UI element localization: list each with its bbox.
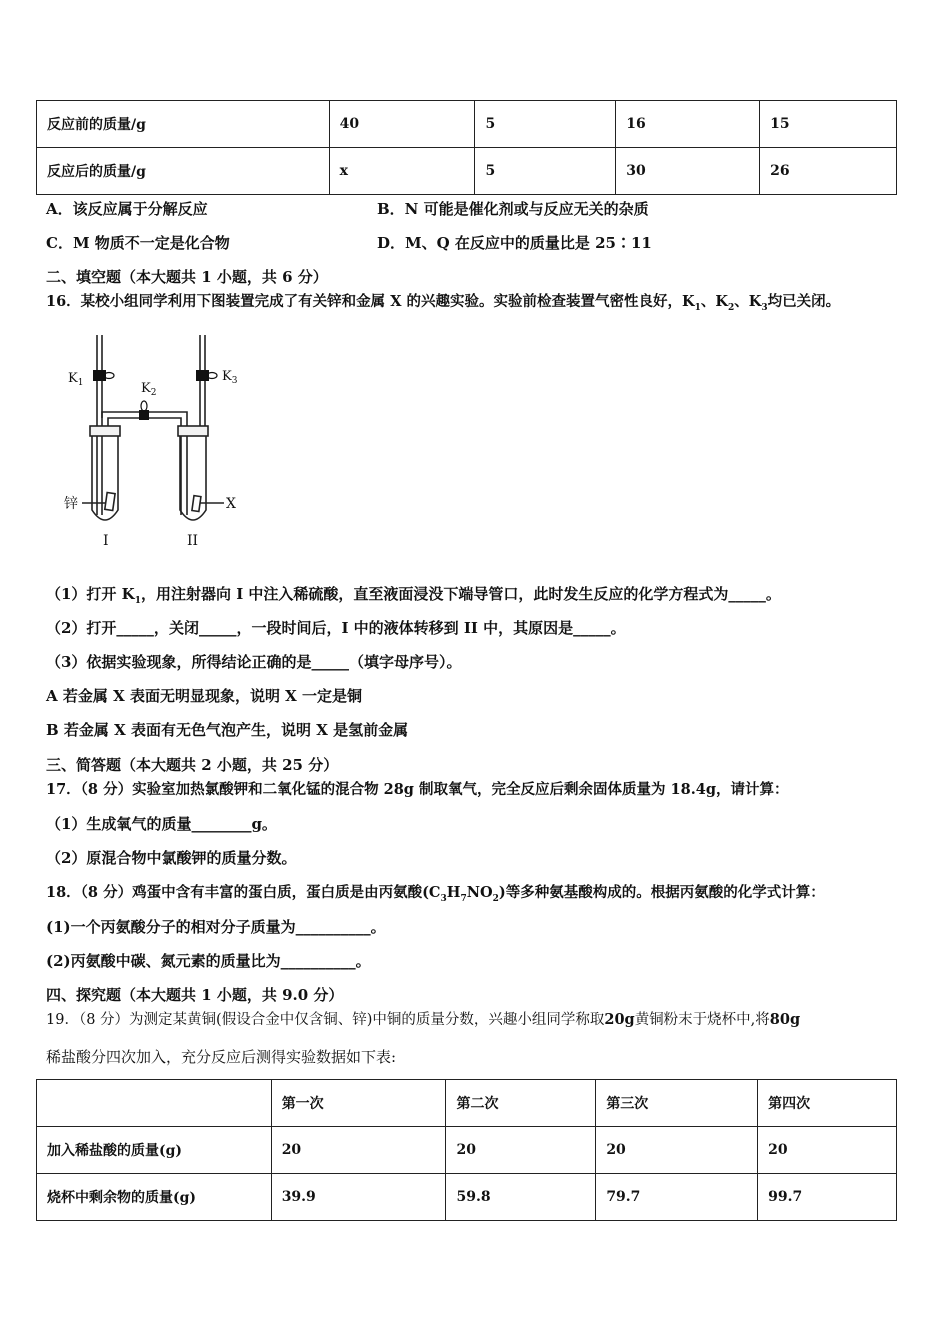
table-header-cell: 第四次 [758, 1080, 897, 1127]
label-tube-2: II [187, 533, 199, 549]
row-label: 反应前的质量/g [37, 101, 330, 148]
q17-part-1: （1）生成氧气的质量________g。 [46, 815, 277, 833]
row-label: 反应后的质量/g [37, 148, 330, 195]
q16-option-a: A 若金属 X 表面无明显现象，说明 X 一定是铜 [46, 687, 363, 705]
table-row [37, 1127, 897, 1174]
label-x: X [226, 496, 236, 512]
table-cell: 20 [596, 1127, 758, 1174]
question-16-stem: 16．某校小组同学利用下图装置完成了有关锌和金属 X 的兴趣实验。实验前检查装置气密性良好，$K_1$、$K_2$、$K_3$均已关闭。 [46, 293, 841, 313]
section-title-inquiry: 四、探究题（本大题共 1 小题，共 9.0 分） [46, 986, 344, 1004]
experiment-data-table [36, 1079, 897, 1221]
question-17-stem: 17．（8 分）实验室加热氯酸钾和二氧化锰的混合物 28g 制取氧气，完全反应后剩余固体质量为 18.4g，请计算： [46, 781, 789, 798]
table-row [37, 1174, 897, 1221]
label-k2: $K_2$ [141, 381, 157, 398]
table-cell: 20 [758, 1127, 897, 1174]
table-cell: 30 [616, 148, 760, 195]
question-19-line-2: 稀盐酸分四次加入，充分反应后测得实验数据如下表: [46, 1048, 397, 1066]
table-cell: 79.7 [596, 1174, 758, 1221]
table-cell: 5 [475, 148, 616, 195]
q16-part-2: （2）打开_____，关闭_____，一段时间后，I 中的液体转移到 II 中，其原因是_____。 [46, 619, 626, 637]
q16-part-1: （1）打开 $K_1$，用注射器向 I 中注入稀硫酸，直至液面浸没下端导管口，此时发生反应的化学方程式为_____。 [46, 585, 781, 606]
table-header-cell [37, 1080, 272, 1127]
table-cell: 20 [271, 1127, 446, 1174]
row-label: 烧杯中剩余物的质量(g) [37, 1174, 272, 1221]
table-cell: 20 [446, 1127, 596, 1174]
table-cell: 16 [616, 101, 760, 148]
table-cell: 99.7 [758, 1174, 897, 1221]
table-header-cell: 第三次 [596, 1080, 758, 1127]
table-row [37, 101, 897, 148]
table-cell: 15 [760, 101, 897, 148]
section-title-fill-blank: 二、填空题（本大题共 1 小题，共 6 分） [46, 268, 328, 286]
table-header-cell: 第一次 [271, 1080, 446, 1127]
label-tube-1: I [103, 533, 109, 549]
table-cell: x [329, 148, 475, 195]
section-title-short-answer: 三、简答题（本大题共 2 小题，共 25 分） [46, 756, 339, 774]
stopper-2 [178, 426, 208, 436]
stopper-1 [90, 426, 120, 436]
question-18-stem: 18．（8 分）鸡蛋中含有丰富的蛋白质，蛋白质是由丙氨酸$(C_3H_7NO_2)$等多种氨基酸构成的。根据丙氨酸的化学式计算： [46, 884, 825, 904]
option-c: C．M 物质不一定是化合物 [46, 234, 230, 252]
table-row [37, 148, 897, 195]
table-cell: 5 [475, 101, 616, 148]
option-a: A．该反应属于分解反应 [46, 200, 208, 218]
table-cell: 40 [329, 101, 475, 148]
mass-table [36, 100, 897, 195]
question-19-line-1: 19．（8 分）为测定某黄铜(假设合金中仅含铜、锌)中铜的质量分数，兴趣小组同学称取20g黄铜粉末于烧杯中,将80g [46, 1011, 801, 1028]
zinc-piece [105, 493, 115, 511]
table-header-row [37, 1080, 897, 1127]
row-label: 加入稀盐酸的质量(g) [37, 1127, 272, 1174]
table-cell: 39.9 [271, 1174, 446, 1221]
q18-part-1: (1)一个丙氨酸分子的相对分子质量为__________。 [46, 918, 386, 936]
table-cell: 26 [760, 148, 897, 195]
option-b: B．N 可能是催化剂或与反应无关的杂质 [377, 200, 649, 218]
option-d: D．M、Q 在反应中的质量比是 25∶11 [377, 234, 652, 252]
label-zinc: 锌 [64, 496, 78, 512]
table-cell: 59.8 [446, 1174, 596, 1221]
label-k3: $K_3$ [222, 369, 238, 386]
table-header-cell: 第二次 [446, 1080, 596, 1127]
apparatus-diagram [62, 330, 252, 552]
q18-part-2: (2)丙氨酸中碳、氮元素的质量比为__________。 [46, 952, 371, 970]
q16-part-3: （3）依据实验现象，所得结论正确的是_____（填字母序号）。 [46, 653, 462, 671]
label-k1: $K_1$ [68, 371, 84, 388]
q16-option-b: B 若金属 X 表面有无色气泡产生，说明 X 是氢前金属 [46, 721, 409, 739]
metal-x-piece [192, 496, 201, 512]
q17-part-2: （2）原混合物中氯酸钾的质量分数。 [46, 849, 297, 867]
